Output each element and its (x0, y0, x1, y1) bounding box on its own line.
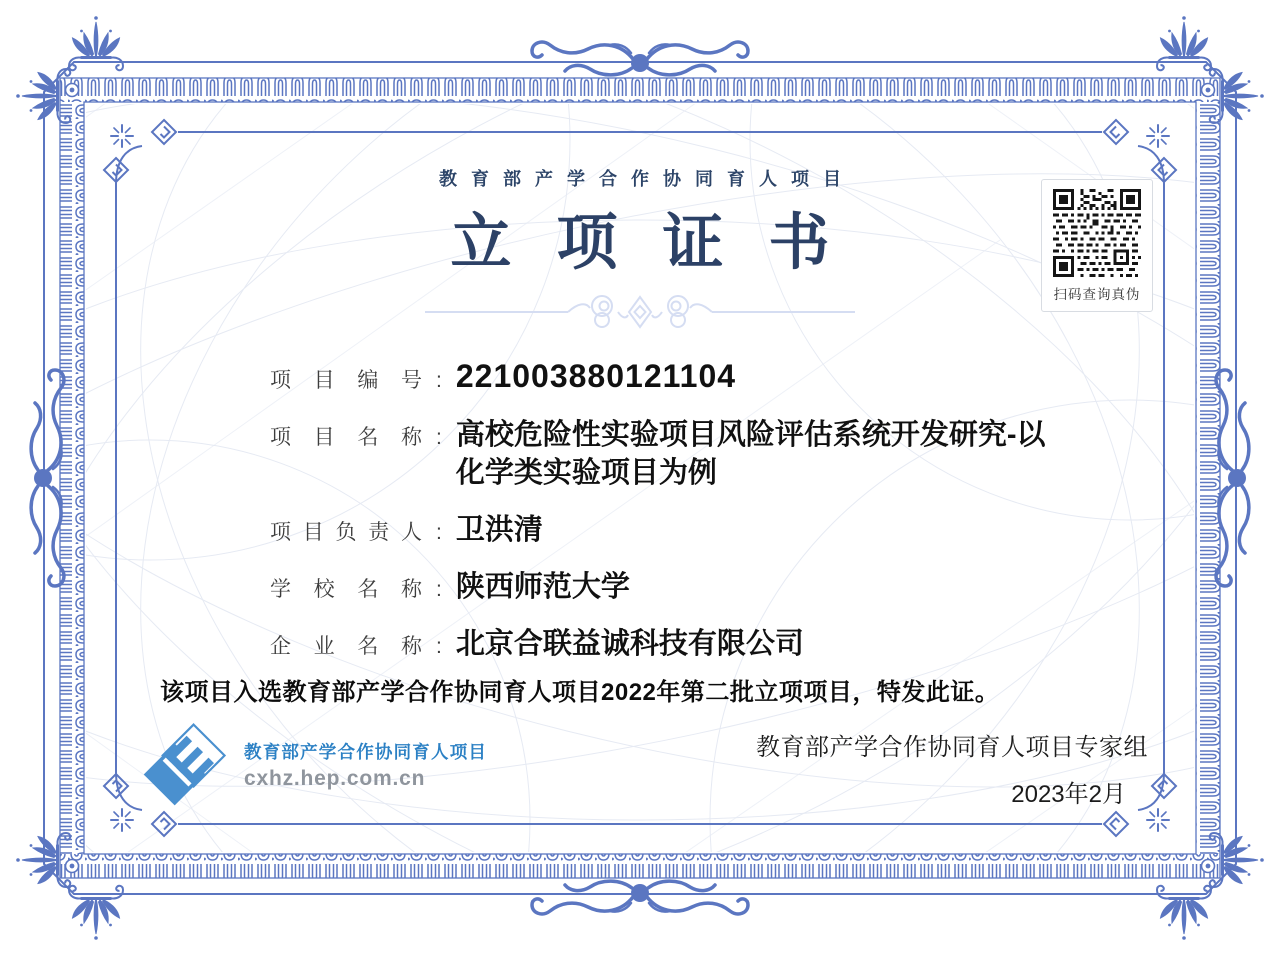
field-colon: : (436, 520, 442, 544)
program-logo-icon (142, 720, 228, 810)
field-row-school-name (270, 569, 1066, 607)
field-value-project-number: 221003880121104 (455, 358, 737, 394)
field-label: 企业名称 (270, 634, 422, 658)
qr-caption: 扫码查询真伪 (1053, 287, 1141, 302)
field-colon: : (436, 425, 442, 449)
field-label: 项目负责人 (270, 520, 422, 544)
field-value-school-name: 陕西师范大学 (455, 570, 630, 603)
field-colon: : (436, 634, 442, 658)
field-row-project-number (270, 356, 1066, 398)
program-header: 教育部产学合作协同育人项目 (439, 169, 855, 189)
award-statement: 该项目入选教育部产学合作协同育人项目2022年第二批立项项目，特发此证。 (160, 679, 1000, 706)
field-row-project-leader (270, 512, 1066, 550)
field-colon: : (436, 577, 442, 601)
issue-date: 2023年2月 (1011, 781, 1126, 808)
field-value-project-name: 高校危险性实验项目风险评估系统开发研究-以化学类实验项目为例 (455, 418, 1046, 489)
field-label: 项目编号 (270, 369, 422, 392)
issuer-name: 教育部产学合作协同育人项目专家组 (756, 734, 1148, 761)
qr-code (1053, 189, 1141, 277)
field-label: 学校名称 (270, 577, 422, 601)
certificate-fields (270, 356, 1066, 683)
program-logo-block (142, 720, 487, 810)
field-label: 项目名称 (270, 425, 422, 449)
signature-block (756, 727, 1148, 809)
field-row-company-name (270, 626, 1066, 664)
logo-website-url: cxhz.hep.com.cn (244, 767, 426, 790)
logo-program-name: 教育部产学合作协同育人项目 (244, 742, 488, 762)
certificate-title: 立项证书 (450, 208, 875, 276)
qr-verification-box (1041, 179, 1153, 312)
program-logo-text (244, 739, 487, 791)
field-value-company-name: 北京合联益诚科技有限公司 (455, 627, 804, 660)
field-value-project-leader: 卫洪清 (455, 513, 543, 546)
field-row-project-name (270, 417, 1066, 493)
field-colon: : (436, 369, 442, 392)
